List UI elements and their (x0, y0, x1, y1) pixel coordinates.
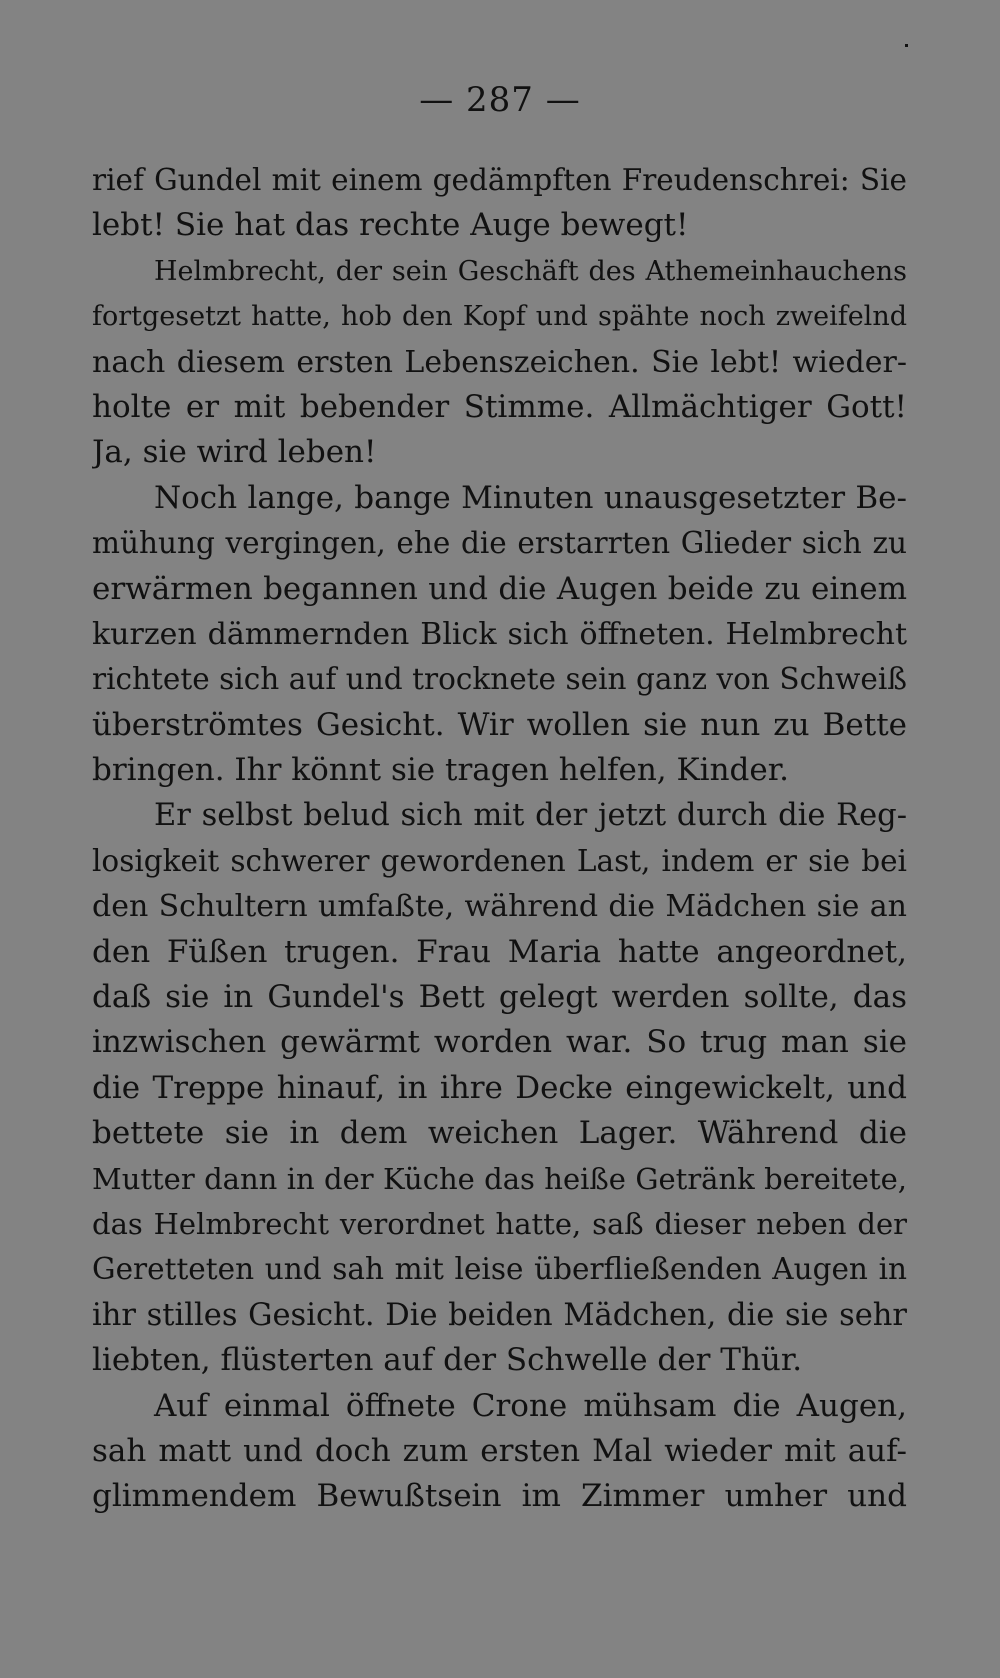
text-line: lebt! Sie hat das rechte Auge bewegt! (92, 207, 689, 244)
text-line: daß sie in Gundel's Bett gelegt werden sollte, das (92, 979, 907, 1016)
text-line: ihr stilles Gesicht. Die beiden Mädchen, die sie sehr (92, 1297, 907, 1333)
text-line: mühung vergingen, ehe die erstarrten Glieder sich zu (92, 526, 907, 561)
text-line: fortgesetzt hatte, hob den Kopf und spähte noch zweifelnd (92, 301, 907, 333)
text-line: Mutter dann in der Küche das heiße Getränk bereitete, (92, 1161, 907, 1196)
text-line: sah matt und doch zum ersten Mal wieder mit auf- (92, 1432, 907, 1469)
text-line: erwärmen begannen und die Augen beide zu einem (92, 570, 907, 607)
page-number: — 287 — (419, 80, 581, 120)
text-line: Helmbrecht, der sein Geschäft des Athemeinhauchens (154, 255, 907, 287)
text-line: Noch lange, bange Minuten unausgesetzter Be- (154, 479, 907, 516)
text-line: nach diesem ersten Lebenszeichen. Sie lebt! wieder- (92, 344, 907, 380)
text-line: rief Gundel mit einem gedämpften Freudenschrei: Sie (92, 163, 907, 197)
body-text (92, 158, 907, 1520)
text-line: Er selbst belud sich mit der jetzt durch die Reg- (154, 798, 907, 834)
text-line: richtete sich auf und trocknete sein ganz von Schweiß (92, 662, 907, 697)
text-line: das Helmbrecht verordnet hatte, saß dieser neben der (92, 1206, 907, 1241)
text-line: überströmtes Gesicht. Wir wollen sie nun zu Bette (92, 706, 907, 743)
text-line: holte er mit bebender Stimme. Allmächtiger Gott! (92, 388, 907, 425)
text-line: die Treppe hinauf, in ihre Decke eingewickelt, und (92, 1069, 907, 1106)
text-line: Geretteten und sah mit leise überfließenden Augen in (92, 1252, 907, 1287)
text-line: losigkeit schwerer gewordenen Last, indem er sie bei (92, 843, 907, 878)
ink-speck (905, 44, 908, 47)
text-line: den Füßen trugen. Frau Maria hatte angeordnet, (92, 933, 907, 970)
text-line: inzwischen gewärmt worden war. So trug man sie (92, 1024, 907, 1061)
text-line: Auf einmal öffnete Crone mühsam die Augen, (154, 1387, 907, 1424)
text-line: bettete sie in dem weichen Lager. Während die (92, 1115, 907, 1152)
text-line: glimmendem Bewußtsein im Zimmer umher und (92, 1478, 907, 1515)
text-line: kurzen dämmernden Blick sich öffneten. Helmbrecht (92, 616, 907, 652)
text-line: Ja, sie wird leben! (92, 434, 377, 471)
text-line: den Schultern umfaßte, während die Mädchen sie an (92, 889, 907, 925)
text-line: bringen. Ihr könnt sie tragen helfen, Kinder. (92, 752, 789, 789)
text-line: liebten, flüsterten auf der Schwelle der Thür. (92, 1342, 803, 1379)
